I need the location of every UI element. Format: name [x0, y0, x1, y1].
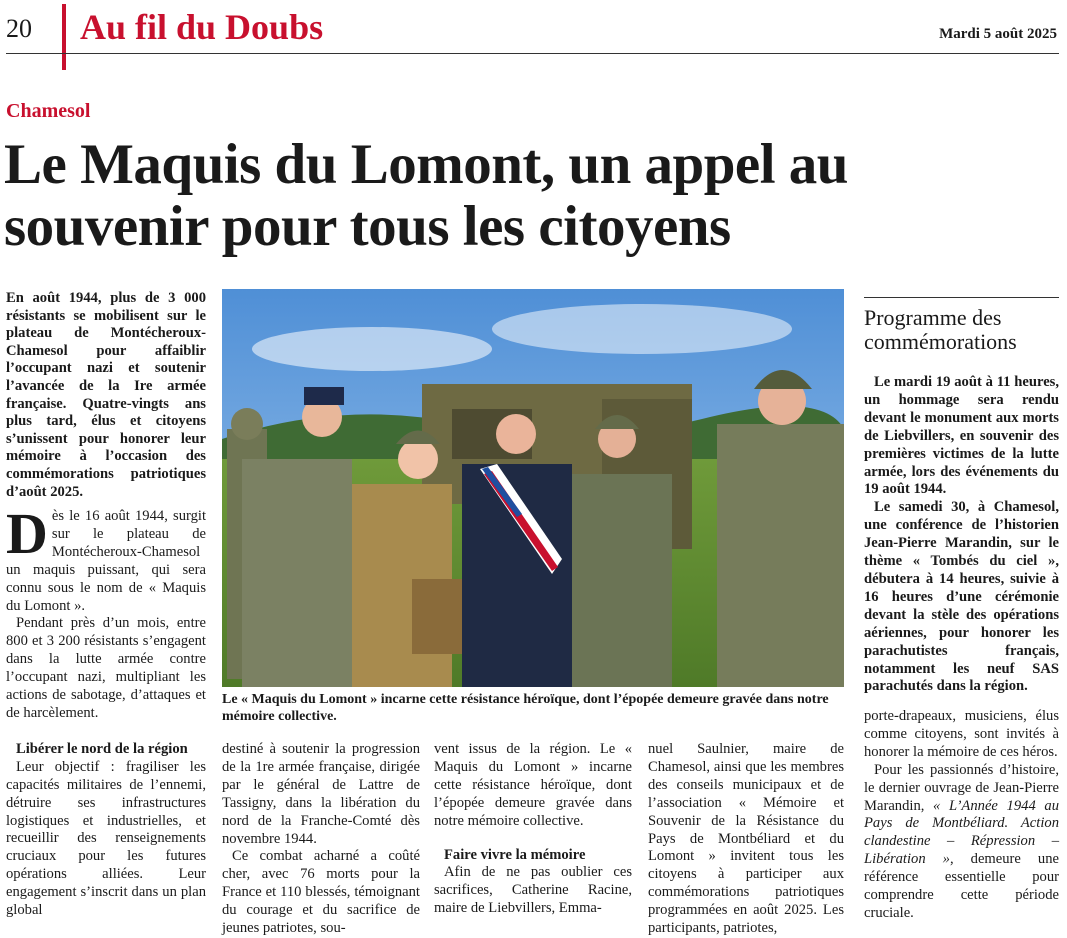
page-number: 20 — [6, 14, 32, 43]
subheading-liberer: Libérer le nord de la région — [16, 740, 188, 757]
sidebar-p4-end: , demeure une référence essentielle pour comprendre cette période cruciale. — [864, 851, 1059, 921]
paragraph-2: Pendant près d’un mois, entre 800 et 3 200 résistants s’engagent dans la lutte armée contre l’occupant nazi, multipliant les actions de sabotage, d’attaques et de harcèlement. — [6, 615, 206, 721]
article-column-3 — [434, 741, 632, 918]
article-headline: Le Maquis du Lomont, un appel au souvenir pour tous les citoyens — [4, 133, 849, 258]
paragraph-4: destiné à soutenir la progression de la 1re armée française, dirigée par le général de Lattre de Tassigny, dans la libération du nord de la Franche-Comté dès novembre 1944. — [222, 741, 420, 847]
paragraph-1: ès le 16 août 1944, surgit sur le plateau de Montécheroux-Chamesol un maquis puissant, qui sera connu sous le nom de « Maquis du Lomont ». — [6, 508, 206, 614]
paragraph-6: vent issus de la région. Le « Maquis du Lomont » incarne cette résistance héroïque, dont l’épopée demeure gravée dans notre mémoire collective. — [434, 741, 632, 829]
sidebar-title: Programme des commémorations — [864, 305, 1017, 354]
sidebar-p4-start: Pour les passionnés d’histoire, le dernier ouvrage de Jean-Pierre Marandin, — [864, 761, 1059, 814]
sidebar-body — [864, 374, 1059, 696]
article-photo — [222, 289, 844, 687]
section-accent-bar — [62, 4, 66, 70]
article-column-2 — [222, 741, 420, 938]
paragraph-7: Afin de ne pas oublier ces sacrifices, Catherine Racine, maire de Liebvillers, Emma- — [434, 864, 632, 917]
sidebar-paragraph-1: Le mardi 19 août à 11 heures, un hommage sera rendu devant le monument aux morts de Liebvillers, en souvenir des premières victimes de la lutte armée, lors des événements du 19 août 1944. — [864, 374, 1059, 498]
issue-date: Mardi 5 août 2025 — [939, 26, 1057, 42]
section-title: Au fil du Doubs — [80, 7, 324, 47]
paragraph-8: nuel Saulnier, maire de Chamesol, ainsi que les membres des conseils municipaux et de l’association « Mémoire et Souvenir de la Résistance du Pays de Montbéliard et du Lomont » invitent tous les citoyens à participer aux commémorations patriotiques programmées en août 2025. Les participants, patriotes, — [648, 741, 844, 937]
sidebar-paragraph-3: porte-drapeaux, musiciens, élus comme citoyens, sont invités à honorer la mémoire de ces héros. — [864, 708, 1059, 760]
article-column-1 — [6, 501, 206, 920]
photo-caption: Le « Maquis du Lomont » incarne cette résistance héroïque, dont l’épopée demeure gravée dans notre mémoire collective. — [222, 692, 829, 724]
article-lead: En août 1944, plus de 3 000 résistants se mobilisent sur le plateau de Montécheroux-Chamesol pour affaiblir l’occupant nazi et soutenir l’avancée de la Ire armée française. Quatre-vingts ans plus tard, élus et citoyens s’unissent pour honorer leur mémoire à l’occasion des commémorations patriotiques d’août 2025. — [6, 290, 206, 500]
paragraph-3: Leur objectif : fragiliser les capacités militaires de l’ennemi, détruire ses infrastructures logistiques et industrielles, et recueillir des renseignements cruciaux pour les futures opérations alliées. Leur engagement s’inscrit dans un plan global — [6, 758, 206, 919]
sidebar-divider — [864, 297, 1059, 298]
book-title: « L’Année 1944 au Pays de Montbéliard. Action clandestine – Répression – Libération » — [864, 797, 1059, 868]
header-divider — [6, 53, 1059, 54]
article-kicker: Chamesol — [6, 100, 91, 122]
paragraph-5: Ce combat acharné a coûté cher, avec 76 morts pour la France et 110 blessés, témoignant du courage et du sacrifice de jeunes patriotes, sou- — [222, 848, 420, 937]
article-column-4 — [648, 741, 844, 938]
sidebar-continuation — [864, 708, 1059, 923]
commemoration-group-photo — [222, 289, 844, 687]
subheading-memoire: Faire vivre la mémoire — [444, 846, 586, 863]
drop-cap: D — [6, 501, 48, 566]
sidebar-paragraph-4 — [864, 762, 1059, 923]
sidebar-paragraph-2: Le samedi 30, à Chamesol, une conférence de l’historien Jean-Pierre Marandin, sur le thème « Tombés du ciel », débutera à 14 heures, suivie à 16 heures d’une cérémonie devant la stèle des opérations aériennes, pour honorer les parachutistes français, notamment les neuf SAS parachutés dans la région. — [864, 499, 1059, 695]
